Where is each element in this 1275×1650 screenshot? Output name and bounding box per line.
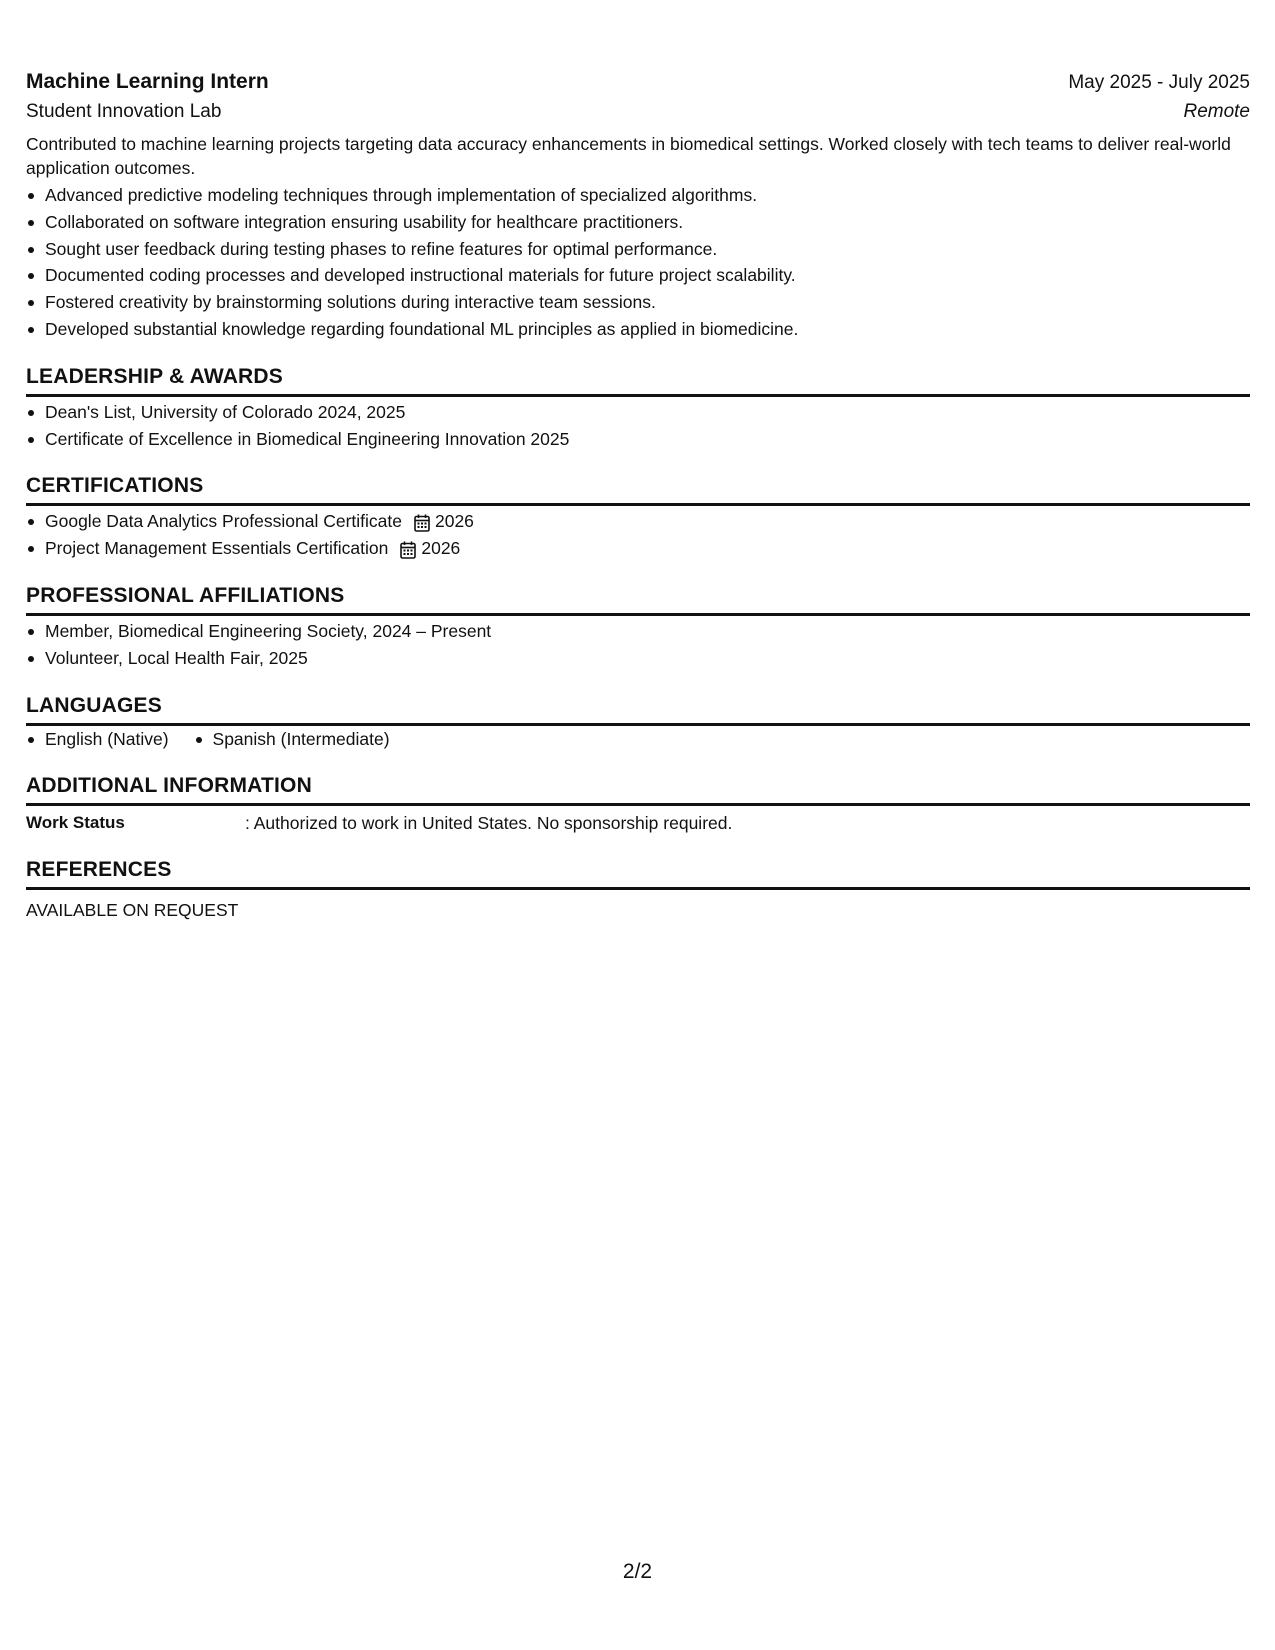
job-summary: Contributed to machine learning projects targeting data accuracy enhancements in biomedical settings. Worked closely with tech teams to deliver real-world application outcomes.: [26, 134, 1231, 178]
certification-name: Google Data Analytics Professional Certificate: [45, 511, 402, 532]
calendar-icon: [414, 514, 430, 532]
certifications-list: [26, 508, 1250, 562]
language-item: Spanish (Intermediate): [213, 726, 390, 752]
resume-page: [26, 70, 1250, 921]
job-entry: [26, 70, 1250, 343]
job-company: Student Innovation Lab: [26, 101, 222, 122]
job-dates: May 2025 - July 2025: [1068, 72, 1250, 93]
language-item: English (Native): [45, 726, 169, 752]
references-text: AVAILABLE ON REQUEST: [26, 899, 239, 920]
list-item: Member, Biomedical Engineering Society, 2024 – Present: [45, 618, 1250, 645]
work-status-value: : Authorized to work in United States. No sponsorship required.: [245, 812, 733, 833]
list-item: Developed substantial knowledge regarding foundational ML principles as applied in biomedicine.: [45, 316, 1250, 343]
certification-name: Project Management Essentials Certification: [45, 538, 389, 559]
list-item: Dean's List, University of Colorado 2024, 2025: [45, 399, 1250, 426]
list-item: Fostered creativity by brainstorming solutions during interactive team sessions.: [45, 289, 1250, 316]
section-title-languages: LANGUAGES: [26, 694, 1250, 726]
page-number: 2/2: [622, 1560, 653, 1583]
affiliations-list: [26, 618, 1250, 672]
calendar-icon: [400, 541, 416, 559]
section-title-certifications: CERTIFICATIONS: [26, 474, 1250, 506]
list-item: Certificate of Excellence in Biomedical Engineering Innovation 2025: [45, 426, 1250, 453]
list-item: Documented coding processes and developed instructional materials for future project scalability.: [45, 262, 1250, 289]
languages-list: [26, 726, 1250, 752]
list-item: Sought user feedback during testing phases to refine features for optimal performance.: [45, 236, 1250, 263]
certification-year: 2026: [434, 511, 474, 532]
work-status-label: Work Status: [26, 812, 125, 832]
job-title: Machine Learning Intern: [26, 70, 269, 93]
job-bullets: [26, 182, 1250, 343]
job-location: Remote: [1183, 101, 1250, 122]
section-title-references: REFERENCES: [26, 858, 1250, 890]
section-title-additional: ADDITIONAL INFORMATION: [26, 774, 1250, 806]
section-title-affiliations: PROFESSIONAL AFFILIATIONS: [26, 584, 1250, 616]
work-status-row: [26, 810, 1250, 836]
certification-item: [45, 535, 1250, 562]
leadership-list: [26, 399, 1250, 453]
list-item: Collaborated on software integration ensuring usability for healthcare practitioners.: [45, 209, 1250, 236]
section-title-leadership: LEADERSHIP & AWARDS: [26, 365, 1250, 397]
list-item: Volunteer, Local Health Fair, 2025: [45, 645, 1250, 672]
list-item: Advanced predictive modeling techniques through implementation of specialized algorithms.: [45, 182, 1250, 209]
certification-year: 2026: [421, 538, 461, 559]
certification-item: [45, 508, 1250, 535]
